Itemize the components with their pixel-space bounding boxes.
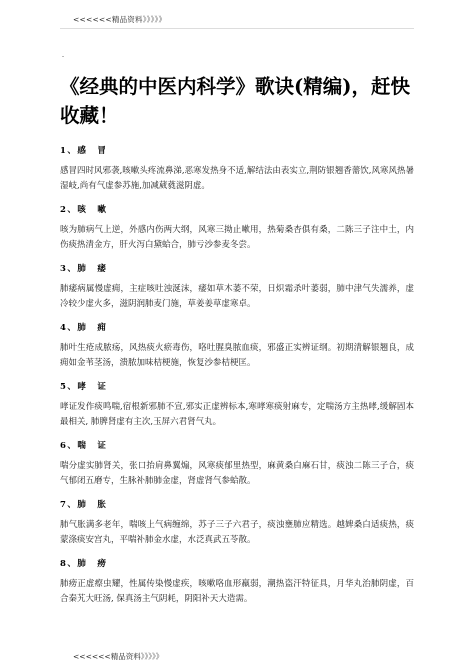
section-lung-atrophy xyxy=(60,262,414,311)
section-body: 肺痨正虚瘵虫耀，性属传染慢虚疾，咳嗽咯血形羸弱，潮热盗汗特征具，月华丸治肺阴虚，百合秦艽大旺汤, 保真汤主气阴耗，阴阳补天大造需。 xyxy=(60,579,414,604)
section-body: 感冒四时风邪袭,咳嗽头疼流鼻涕,恶寒发热身不适,解结法由表实立,荆防银翘香薷饮,风寒风热暑湿岐,尚有气虚参苏施,加减葳蕤滋阴虚。 xyxy=(60,166,414,191)
section-heading: 4、肺 痈 xyxy=(60,323,108,333)
section-lung-abscess xyxy=(60,321,414,370)
section-wheezing xyxy=(60,380,414,429)
document-title: 《经典的中医内科学》歌诀(精编)，赶快收藏！ xyxy=(60,75,410,127)
section-body: 喘分虚实肺肾关，张口抬肩鼻翼煽，风寒痰郁里热型，麻黄桑白麻石甘，痰浊二陈三子合，痰气郁闭五磨专，生脉补肺肺金虚，肾虚肾气参蛤散。 xyxy=(60,461,414,486)
section-heading: 2、咳 嗽 xyxy=(60,205,108,215)
section-cold xyxy=(60,144,414,193)
section-cough xyxy=(60,203,414,252)
section-body: 哮证发作痰鸣喘,宿根新邪肺不宣,邪实正虚辨标本,寒哮寒痰射麻专，定喘汤方主热哮,缓解固本最相关, 肺脾肾虚有主次,玉屏六君肾气丸。 xyxy=(60,402,414,427)
section-body: 咳为肺病气上逆，外感内伤两大纲，风寒三拗止嗽用，热菊桑杏俱有桑，二陈三子注中土，内伤痰热清金方，肝火泻白黛蛤合，肺亏沙参麦冬尝。 xyxy=(60,225,414,250)
section-dyspnea xyxy=(60,439,414,488)
section-heading: 3、肺 痿 xyxy=(60,264,108,274)
section-heading: 7、肺 胀 xyxy=(60,500,108,510)
page-footer: <<<<<<精品资料》》》》》 xyxy=(73,652,164,661)
section-heading: 1、感 冒 xyxy=(60,146,108,156)
page-marker: - xyxy=(62,53,65,60)
header-divider xyxy=(60,28,414,29)
section-body: 肺痿病属慢虚痈，主症咳吐浊涎沫，痿如草木萎不荣，日炽霜杀叶萎弱，肺中津气失濡养，虚冷较少虚火多，滋阴润肺麦门施，草姜姜草虚寒卓。 xyxy=(60,284,414,309)
section-body: 肺气胀满多老年，喘咳上气病缠绵，苏子三子六君子，痰浊壅肺应精选。越婢桑白适痰热，痰蒙涤痰安宫丸，平喘补肺金水虚，水泛真武五苓散。 xyxy=(60,520,414,545)
section-consumption xyxy=(60,557,414,606)
section-heading: 8、肺 痨 xyxy=(60,559,108,569)
section-body: 肺叶生疮成脓疡，风热痰火瘀毒伤，咯吐腥臭脓血痰，邪盛正实辨证纲。初期清解银翘良，成痈如金苇茎汤，溃脓加味桔梗施，恢复沙参桔梗匡。 xyxy=(60,343,414,368)
section-heading: 6、喘 证 xyxy=(60,441,108,451)
section-heading: 5、哮 证 xyxy=(60,382,108,392)
section-lung-distension xyxy=(60,498,414,547)
page-header: <<<<<<精品资料》》》》》 xyxy=(73,15,167,24)
